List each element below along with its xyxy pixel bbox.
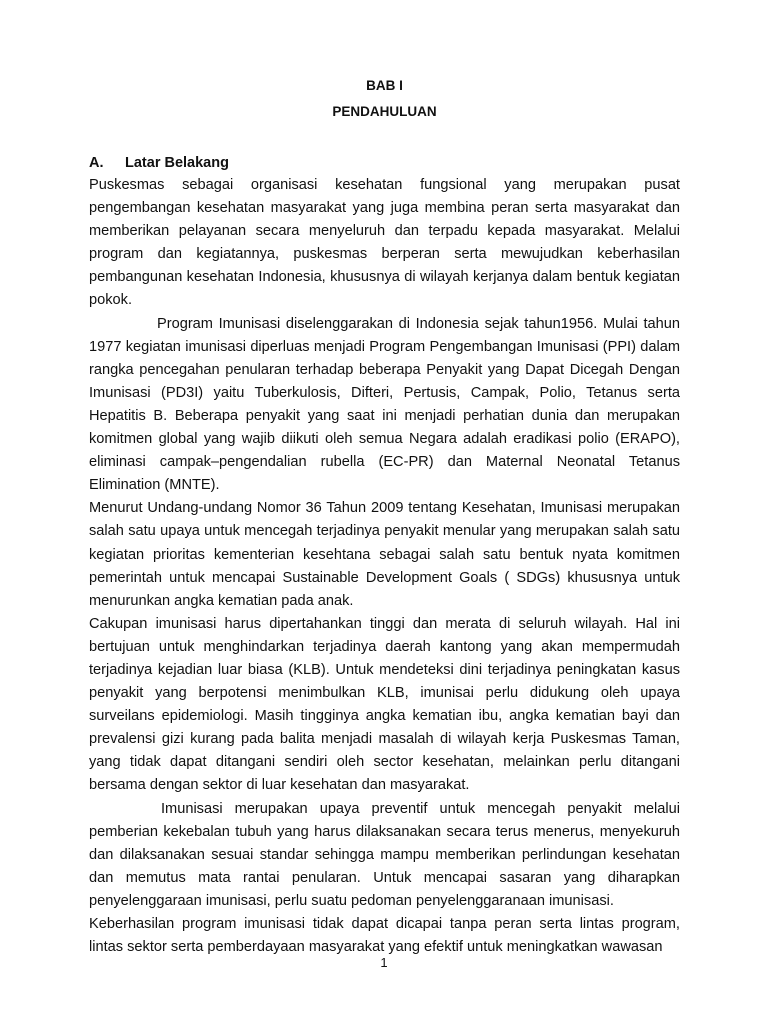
chapter-title: PENDAHULUAN [332,104,437,119]
paragraph: Keberhasilan program imunisasi tidak dapat dicapai tanpa peran serta lintas program, lintas sektor serta pemberdayaan masyarakat yang efektif untuk meningkatkan wawasan [89,916,680,956]
document-page [89,70,680,959]
paragraph: Puskesmas sebagai organisasi kesehatan fungsional yang merupakan pusat pengembangan kesehatan masyarakat yang juga membina peran serta masyarakat dan memberikan pelayanan secara menyeluruh dan terpadu kepada masyarakat. Melalui program dan kegiatannya, puskesmas berperan serta mewujudkan keberhasilan pembangunan kesehatan Indonesia, khususnya di wilayah kerjanya dalam bentuk kegiatan pokok. [89,177,680,309]
section-letter: A. [89,155,104,171]
chapter-number: BAB I [366,78,403,93]
section-heading [89,152,680,174]
section-title: Latar Belakang [125,155,229,171]
paragraph: Cakupan imunisasi harus dipertahankan tinggi dan merata di seluruh wilayah. Hal ini bertujuan untuk menghindarkan terjadinya daerah kantong yang akan mempermudah terjadinya kejadian luar biasa (KLB). Untuk mendeteksi dini terjadinya peningkatan kasus penyakit yang berpotensi menimbulkan KLB, imunisai perlu didukung oleh upaya surveilans epidemiologi. Masih tingginya angka kematian ibu, angka kematian bayi dan prevalensi gizi kurang pada balita menjadi masalah di wilayah kerja Puskesmas Taman, yang tidak dapat ditangani sendiri oleh sector kesehatan, melainkan perlu ditangani bersama dengan sektor di luar kesehatan dan masyarakat. [89,615,680,794]
paragraph: Program Imunisasi diselenggarakan di Indonesia sejak tahun1956. Mulai tahun 1977 kegiatan imunisasi diperluas menjadi Program Pengembangan Imunisasi (PPI) dalam rangka pencegahan penularan terhadap beberapa Penyakit yang Dapat Dicegah Dengan Imunisasi (PD3I) yaitu Tuberkulosis, Difteri, Pertusis, Campak, Polio, Tetanus serta Hepatitis B. Beberapa penyakit yang saat ini menjadi perhatian dunia dan merupakan komitmen global yang wajib diikuti oleh semua Negara adalah eradikasi polio (ERAPO), eliminasi campak–pengendalian rubella (EC-PR) dan Maternal Neonatal Tetanus Elimination (MNTE). [89,315,680,494]
page-number: 1 [380,955,388,970]
paragraph: Imunisasi merupakan upaya preventif untuk mencegah penyakit melalui pemberian kekebalan tubuh yang harus dilaksanakan secara terus menerus, menyekuruh dan dilaksanakan sesuai standar sehingga mampu memberikan perlindungan kesehatan dan memutus mata rantai penularan. Untuk mencapai sasaran yang diharapkan penyelenggaraan imunisasi, perlu suatu pedoman penyelenggaranaan imunisasi. [89,800,680,909]
paragraph: Menurut Undang-undang Nomor 36 Tahun 2009 tentang Kesehatan, Imunisasi merupakan salah satu upaya untuk mencegah terjadinya penyakit menular yang merupakan salah satu kegiatan prioritas kementerian kesehtana sebagai salah satu bentuk nyata komitmen pemerintah untuk mencapai Sustainable Development Goals ( SDGs) khususnya untuk menurunkan angka kematian pada anak. [89,500,680,609]
